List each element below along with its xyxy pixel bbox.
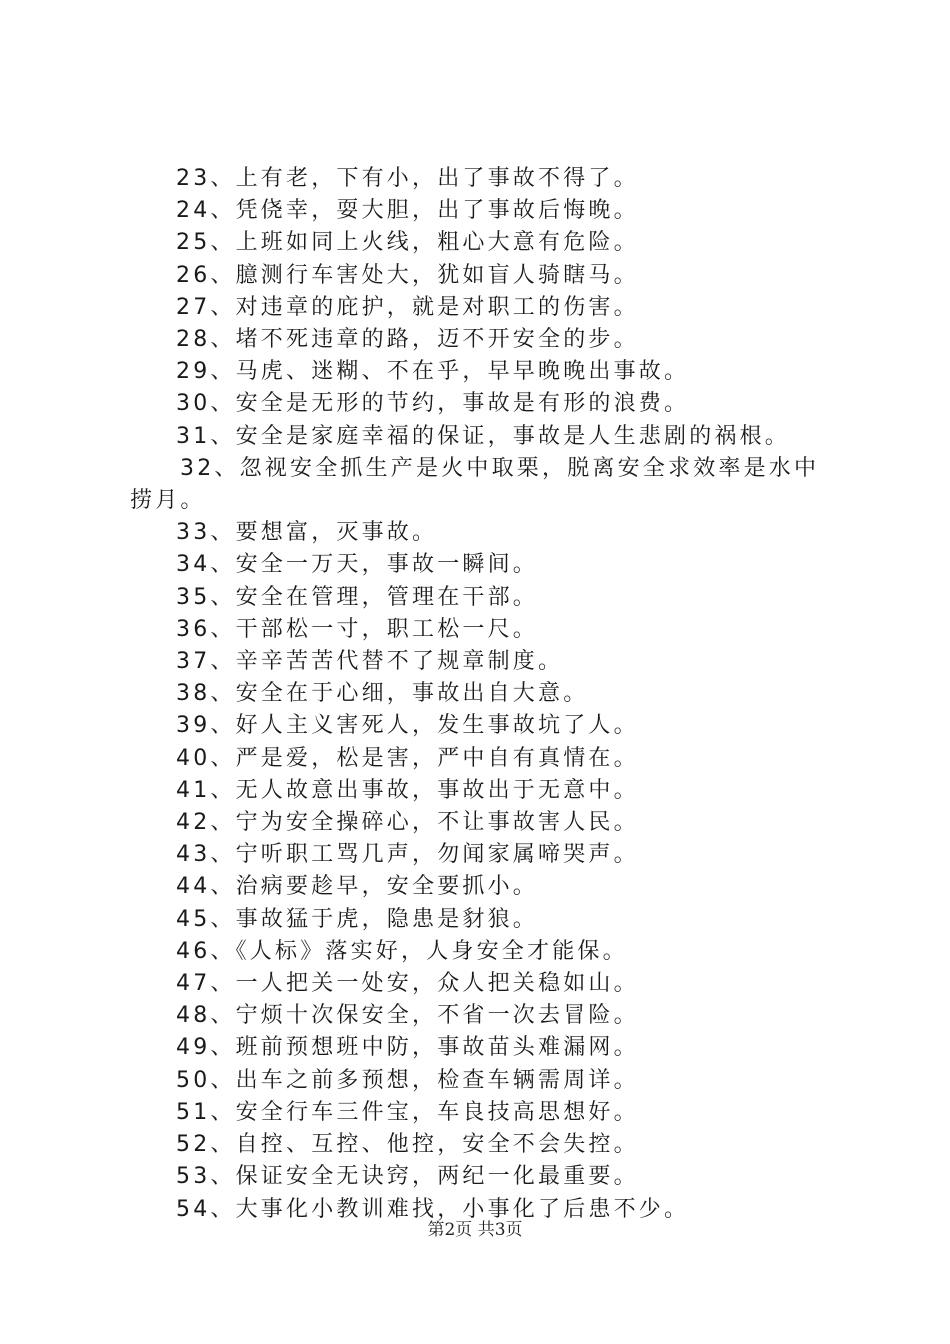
slogan-line-52: 52、自控、互控、他控，安全不会失控。 — [176, 1132, 639, 1158]
slogan-line-27: 27、对违章的庇护，就是对职工的伤害。 — [176, 294, 639, 320]
slogan-line-29: 29、马虎、迷糊、不在乎，早早晚晚出事故。 — [176, 359, 690, 385]
slogan-line-36: 36、干部松一寸，职工松一尺。 — [176, 616, 538, 642]
page-footer: 第2页 共3页 — [427, 1220, 523, 1240]
slogan-line-37: 37、辛辛苦苦代替不了规章制度。 — [176, 649, 564, 675]
slogan-line-31: 31、安全是家庭幸福的保证，事故是人生悲剧的祸根。 — [176, 423, 790, 449]
slogan-line-34: 34、安全一万天，事故一瞬间。 — [176, 552, 538, 578]
slogan-line-53: 53、保证安全无诀窍，两纪一化最重要。 — [176, 1164, 639, 1190]
slogan-line-25: 25、上班如同上火线，粗心大意有危险。 — [176, 230, 639, 256]
slogan-line-28: 28、堵不死违章的路，迈不开安全的步。 — [176, 327, 639, 353]
slogan-line-49: 49、班前预想班中防，事故苗头难漏网。 — [176, 1035, 639, 1061]
slogan-line-43: 43、宁听职工骂几声，勿闻家属啼哭声。 — [176, 842, 639, 868]
slogan-line-46: 46、《人标》落实好，人身安全才能保。 — [176, 938, 628, 964]
slogan-line-50: 50、出车之前多预想，检查车辆需周详。 — [176, 1067, 639, 1093]
slogan-line-23: 23、上有老，下有小，出了事故不得了。 — [176, 166, 639, 191]
slogan-line-39: 39、好人主义害死人，发生事故坑了人。 — [176, 713, 639, 739]
slogan-line-32: 32、忽视安全抓生产是火中取栗，脱离安全求效率是水中捞月。 — [130, 455, 820, 514]
slogan-line-30: 30、安全是无形的节约，事故是有形的浪费。 — [176, 391, 690, 417]
slogan-line-33: 33、要想富，灭事故。 — [176, 520, 438, 546]
slogan-line-45: 45、事故猛于虎，隐患是豺狼。 — [176, 906, 538, 932]
slogan-line-38: 38、安全在于心细，事故出自大意。 — [176, 681, 589, 707]
slogan-line-42: 42、宁为安全操碎心，不让事故害人民。 — [176, 810, 639, 836]
slogan-line-26: 26、臆测行车害处大，犹如盲人骑瞎马。 — [176, 262, 639, 288]
slogan-line-40: 40、严是爱，松是害，严中自有真情在。 — [176, 745, 639, 771]
slogan-line-51: 51、安全行车三件宝，车良技高思想好。 — [176, 1099, 639, 1125]
slogan-line-24: 24、凭侥幸，耍大胆，出了事故后悔晚。 — [176, 198, 639, 224]
slogan-line-44: 44、治病要趁早，安全要抓小。 — [176, 874, 538, 900]
slogan-line-54: 54、大事化小教训难找，小事化了后患不少。 — [176, 1196, 690, 1222]
slogan-line-48: 48、宁烦十次保安全，不省一次去冒险。 — [176, 1003, 639, 1029]
slogan-line-41: 41、无人故意出事故，事故出于无意中。 — [176, 777, 639, 803]
slogan-line-47: 47、一人把关一处安，众人把关稳如山。 — [176, 971, 639, 997]
slogan-list — [130, 163, 835, 1226]
slogan-line-35: 35、安全在管理，管理在干部。 — [176, 584, 538, 610]
